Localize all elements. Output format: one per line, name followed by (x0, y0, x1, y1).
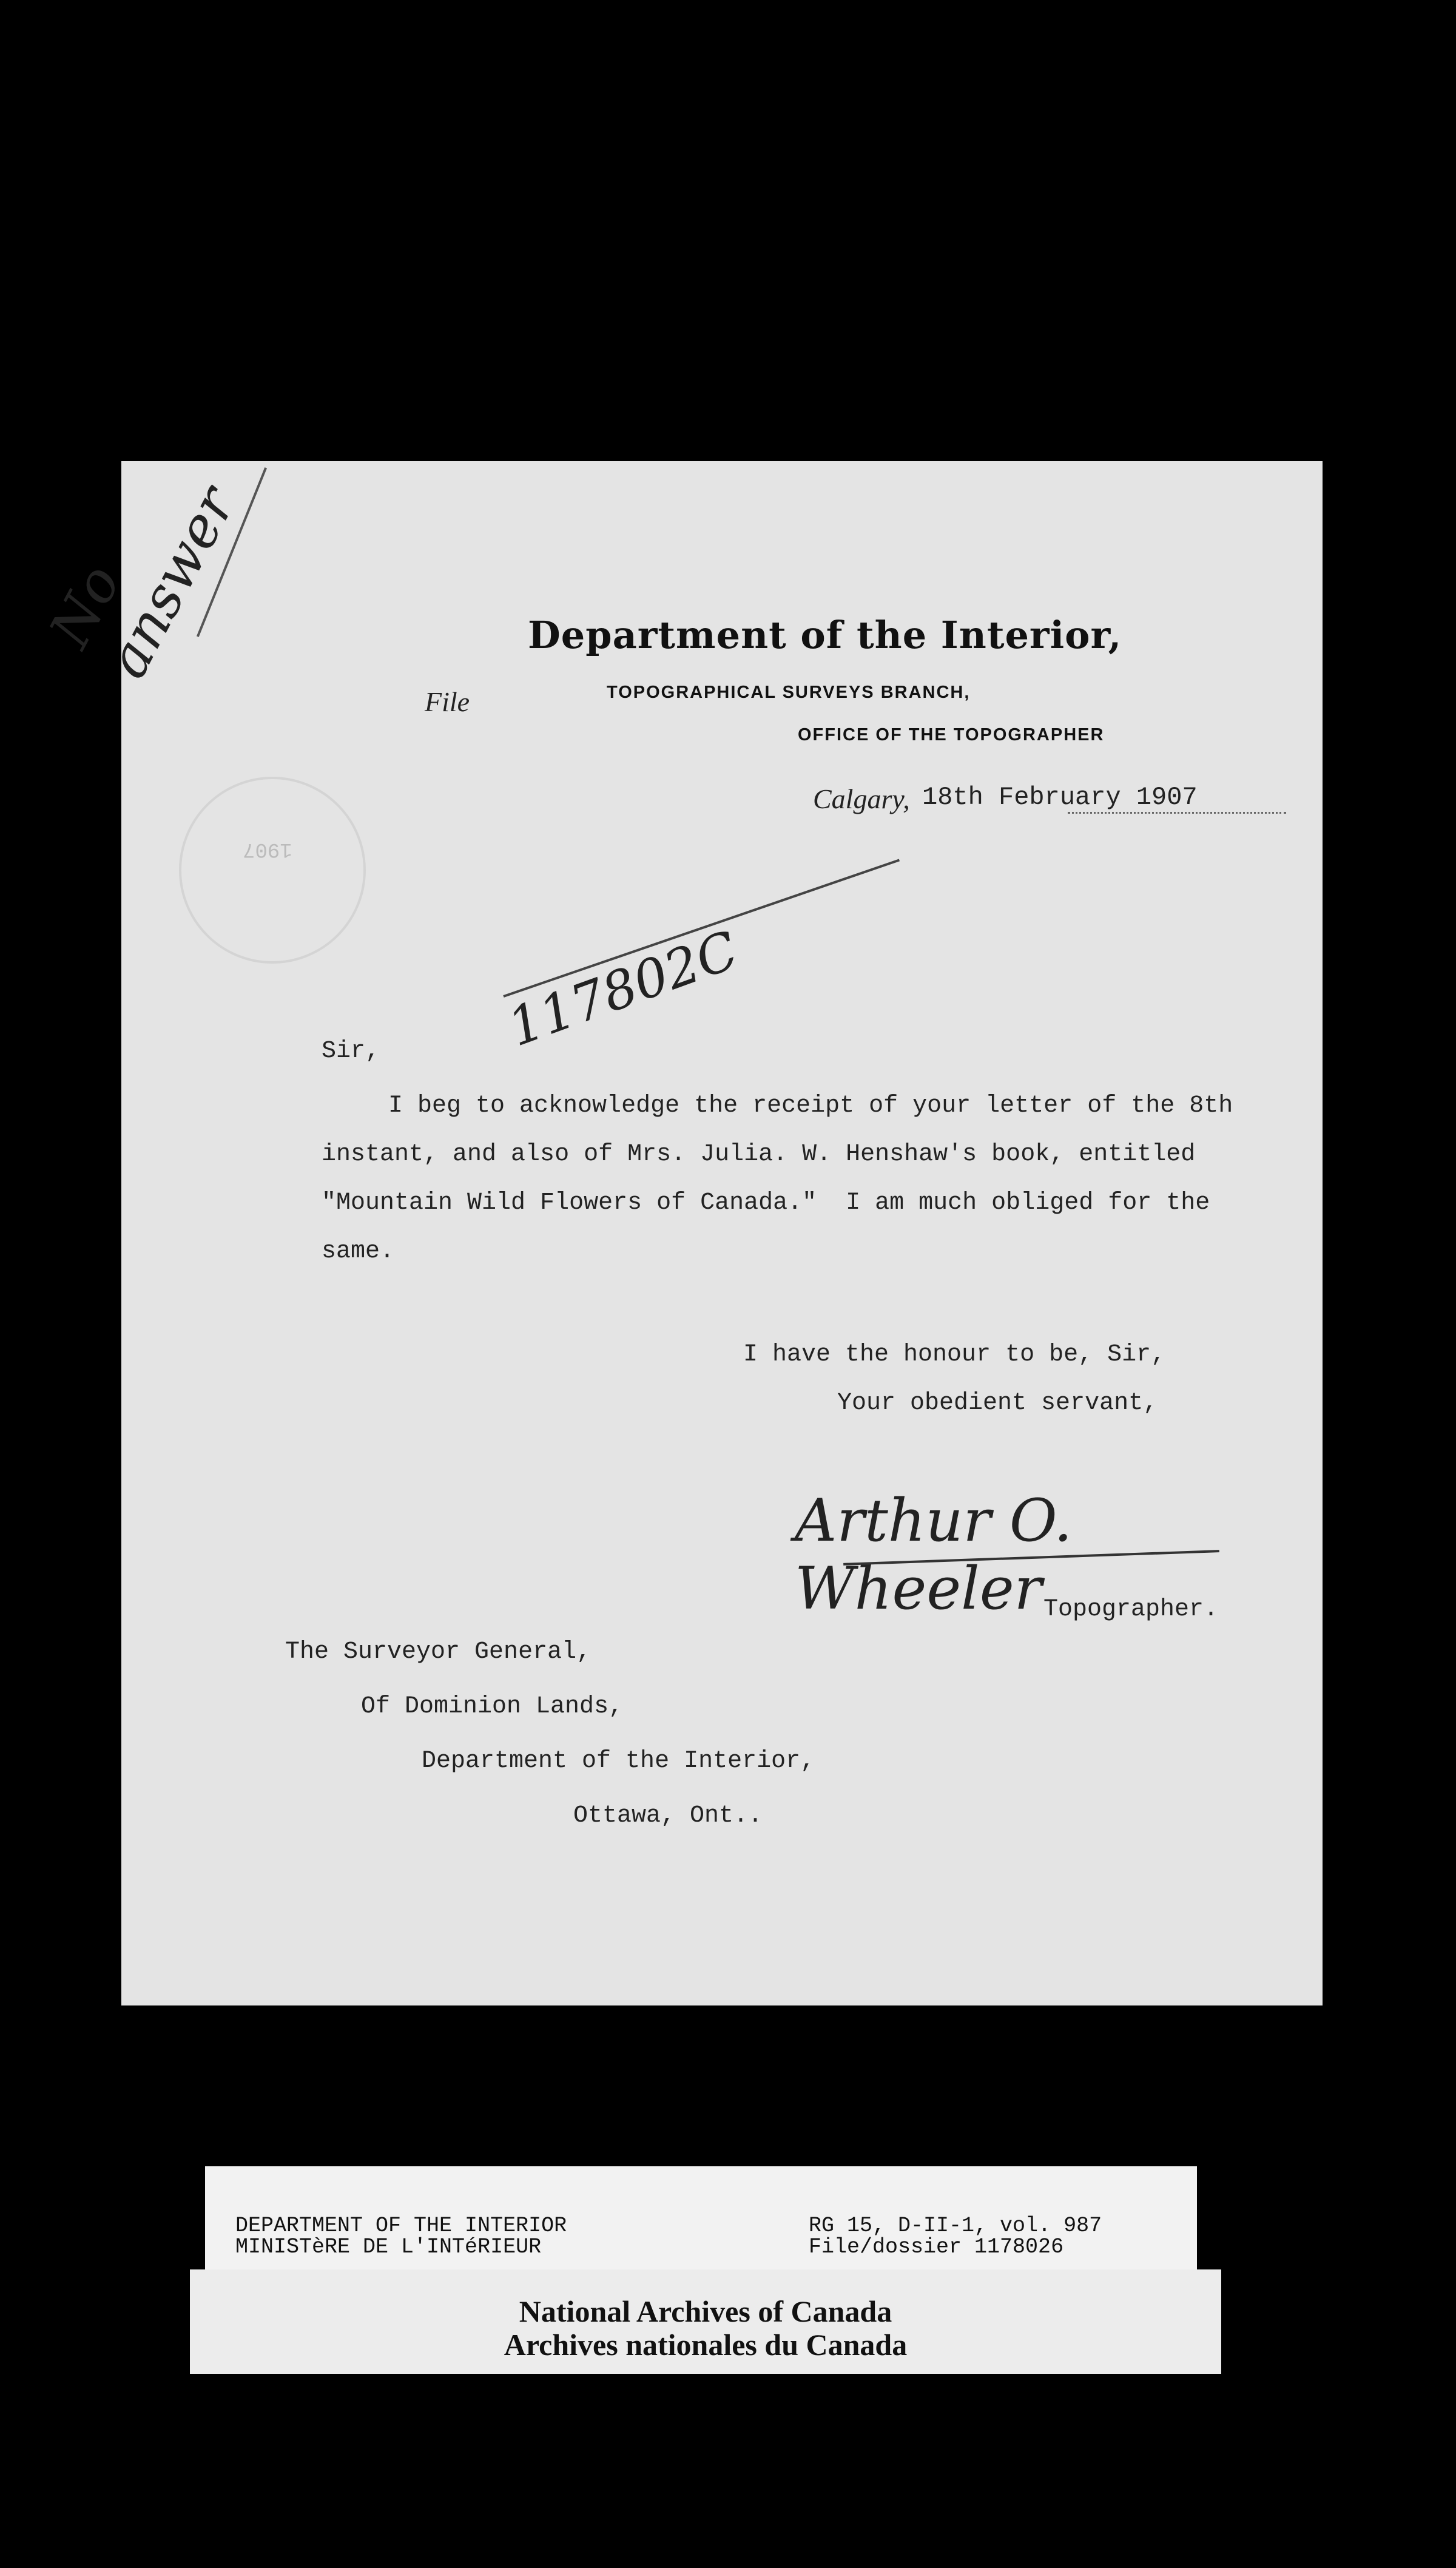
body-line-4: same. (322, 1238, 395, 1265)
archive-reference-label (205, 2166, 1197, 2272)
body-line-2: instant, and also of Mrs. Julia. W. Henshaw's book, entitled (322, 1141, 1196, 1168)
received-stamp (179, 777, 366, 964)
file-label: File (425, 686, 470, 717)
institution-name-en: National Archives of Canada (519, 2294, 892, 2328)
label-file-dossier: File/dossier 1178026 (809, 2235, 1064, 2259)
letter-date: 18th February 1907 (922, 783, 1198, 812)
branch-heading: TOPOGRAPHICAL SURVEYS BRANCH, (607, 683, 971, 702)
body-line-1: I beg to acknowledge the receipt of your letter of the 8th (388, 1092, 1233, 1120)
label-department-en: DEPARTMENT OF THE INTERIOR (235, 2214, 567, 2238)
signatory-title: Topographer. (1043, 1596, 1219, 1623)
institution-name-fr: Archives nationales du Canada (504, 2328, 908, 2362)
signature: Arthur O. Wheeler (795, 1487, 1073, 1623)
archive-institution-label (190, 2269, 1221, 2374)
stamp-year: 1907 (243, 837, 292, 860)
salutation: Sir, (322, 1038, 380, 1065)
office-heading: OFFICE OF THE TOPOGRAPHER (798, 725, 1105, 745)
label-record-group: RG 15, D-II-1, vol. 987 (809, 2214, 1102, 2238)
place-of-writing: Calgary, (813, 783, 910, 814)
file-number-annotation: 117802C (500, 919, 746, 1059)
label-department-fr: MINISTèRE DE L'INTéRIEUR (235, 2235, 542, 2259)
closing-line-1: I have the honour to be, Sir, (743, 1341, 1166, 1368)
body-line-3: "Mountain Wild Flowers of Canada." I am much obliged for the (322, 1189, 1210, 1217)
margin-note: No answer (37, 476, 248, 688)
closing-line-2: Your obedient servant, (837, 1390, 1158, 1417)
recipient-line-1: The Surveyor General, (285, 1638, 592, 1666)
recipient-line-2: Of Dominion Lands, (361, 1693, 624, 1720)
recipient-line-4: Ottawa, Ont.. (573, 1802, 763, 1830)
date-dotted-line (1068, 812, 1286, 814)
department-heading: Department of the Interior, (528, 613, 1122, 657)
letter-page (37, 461, 1323, 2005)
recipient-line-3: Department of the Interior, (422, 1748, 815, 1775)
